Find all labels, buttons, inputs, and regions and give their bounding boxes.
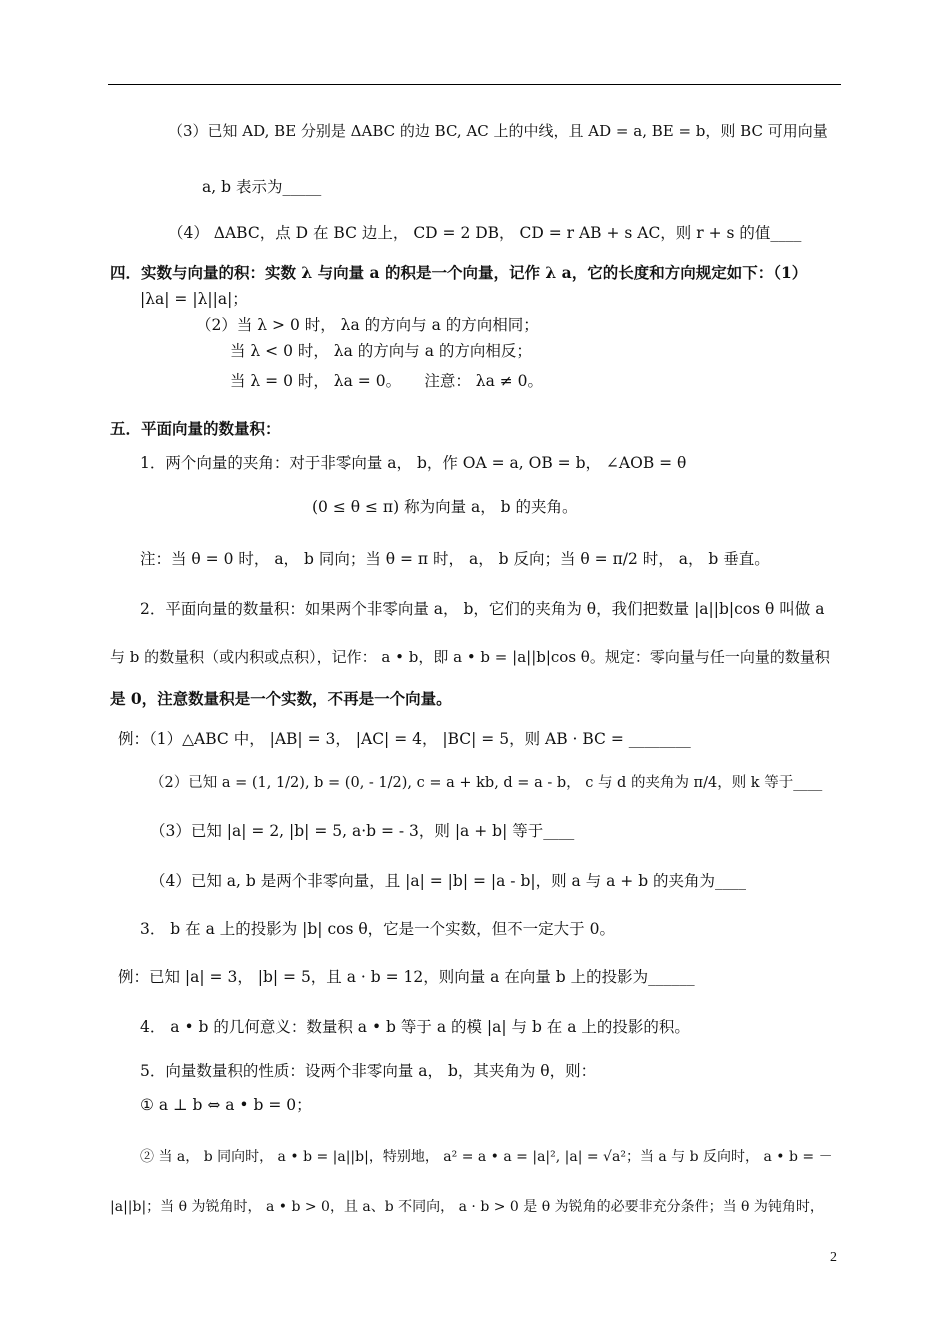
line-3: （4） ΔABC，点 D 在 BC 边上， CD = 2 DB， CD = r AB + s AC，则 r + s 的值____	[168, 224, 802, 242]
line-23: 5．向量数量积的性质：设两个非零向量 a， b，其夹角为 θ，则：	[140, 1062, 597, 1080]
line-22: 4． a • b 的几何意义：数量积 a • b 等于 a 的模 |a| 与 b 在 a 上的投影的积。	[140, 1018, 690, 1036]
line-10: 1．两个向量的夹角：对于非零向量 a， b，作 OA = a, OB = b， ∠AOB = θ	[140, 454, 687, 472]
line-2: a, b 表示为_____	[202, 178, 322, 196]
example-2: （2）已知 a = (1, 1/2), b = (0, - 1/2), c = a + kb, d = a - b， c 与 d 的夹角为 π/4，则 k 等于____	[150, 775, 823, 791]
line-24: ① a ⊥ b ⇔ a • b = 0；	[140, 1096, 312, 1114]
section-four-heading: 四．实数与向量的积：实数 λ 与向量 a 的积是一个向量，记作 λ a，它的长度和方向规定如下：（1）	[110, 263, 808, 282]
line-14: 与 b 的数量积（或内积或点积），记作： a • b，即 a • b = |a||b|cos θ。规定：零向量与任一向量的数量积	[110, 648, 830, 666]
line-13: 2．平面向量的数量积：如果两个非零向量 a， b，它们的夹角为 θ，我们把数量 |a||b|cos θ 叫做 a	[140, 600, 825, 618]
line-6: （2）当 λ > 0 时， λa 的方向与 a 的方向相同；	[196, 316, 539, 334]
line-26: |a||b|；当 θ 为锐角时， a • b > 0，且 a、b 不同向， a · b > 0 是 θ 为锐角的必要非充分条件；当 θ 为钝角时，	[110, 1199, 824, 1215]
line-25: ② 当 a， b 同向时， a • b = |a||b|，特别地， a² = a • a = |a|², |a| = √a²；当 a 与 b 反向时， a • b = －	[140, 1149, 833, 1165]
line-5: |λa| = |λ||a|；	[140, 290, 248, 308]
example-4: （4）已知 a, b 是两个非零向量，且 |a| = |b| = |a - b|，则 a 与 a + b 的夹角为____	[150, 872, 747, 890]
page-number: 2	[830, 1250, 837, 1265]
example-projection: 例：已知 |a| = 3， |b| = 5，且 a · b = 12，则向量 a 在向量 b 上的投影为______	[118, 968, 695, 986]
example-3: （3）已知 |a| = 2, |b| = 5, a·b = - 3，则 |a + b| 等于____	[150, 822, 575, 840]
line-1: （3）已知 AD, BE 分别是 ΔABC 的边 BC, AC 上的中线，且 AD = a, BE = b，则 BC 可用向量	[168, 122, 828, 140]
line-7: 当 λ < 0 时， λa 的方向与 a 的方向相反；	[230, 342, 532, 360]
example-1: 例：（1）△ABC 中， |AB| = 3， |AC| = 4， |BC| = 5，则 AB · BC = ________	[118, 730, 691, 748]
line-15: 是 0，注意数量积是一个实数，不再是一个向量。	[110, 689, 452, 708]
line-8: 当 λ = 0 时， λa = 0。 注意： λa ≠ 0。	[230, 372, 544, 390]
section-five-heading: 五．平面向量的数量积：	[110, 419, 281, 438]
line-20: 3． b 在 a 上的投影为 |b| cos θ，它是一个实数，但不一定大于 0。	[140, 920, 615, 938]
line-11: (0 ≤ θ ≤ π) 称为向量 a， b 的夹角。	[312, 498, 578, 516]
header-rule	[108, 84, 841, 85]
line-12: 注：当 θ = 0 时， a， b 同向；当 θ = π 时， a， b 反向；当 θ = π/2 时， a， b 垂直。	[140, 550, 770, 568]
